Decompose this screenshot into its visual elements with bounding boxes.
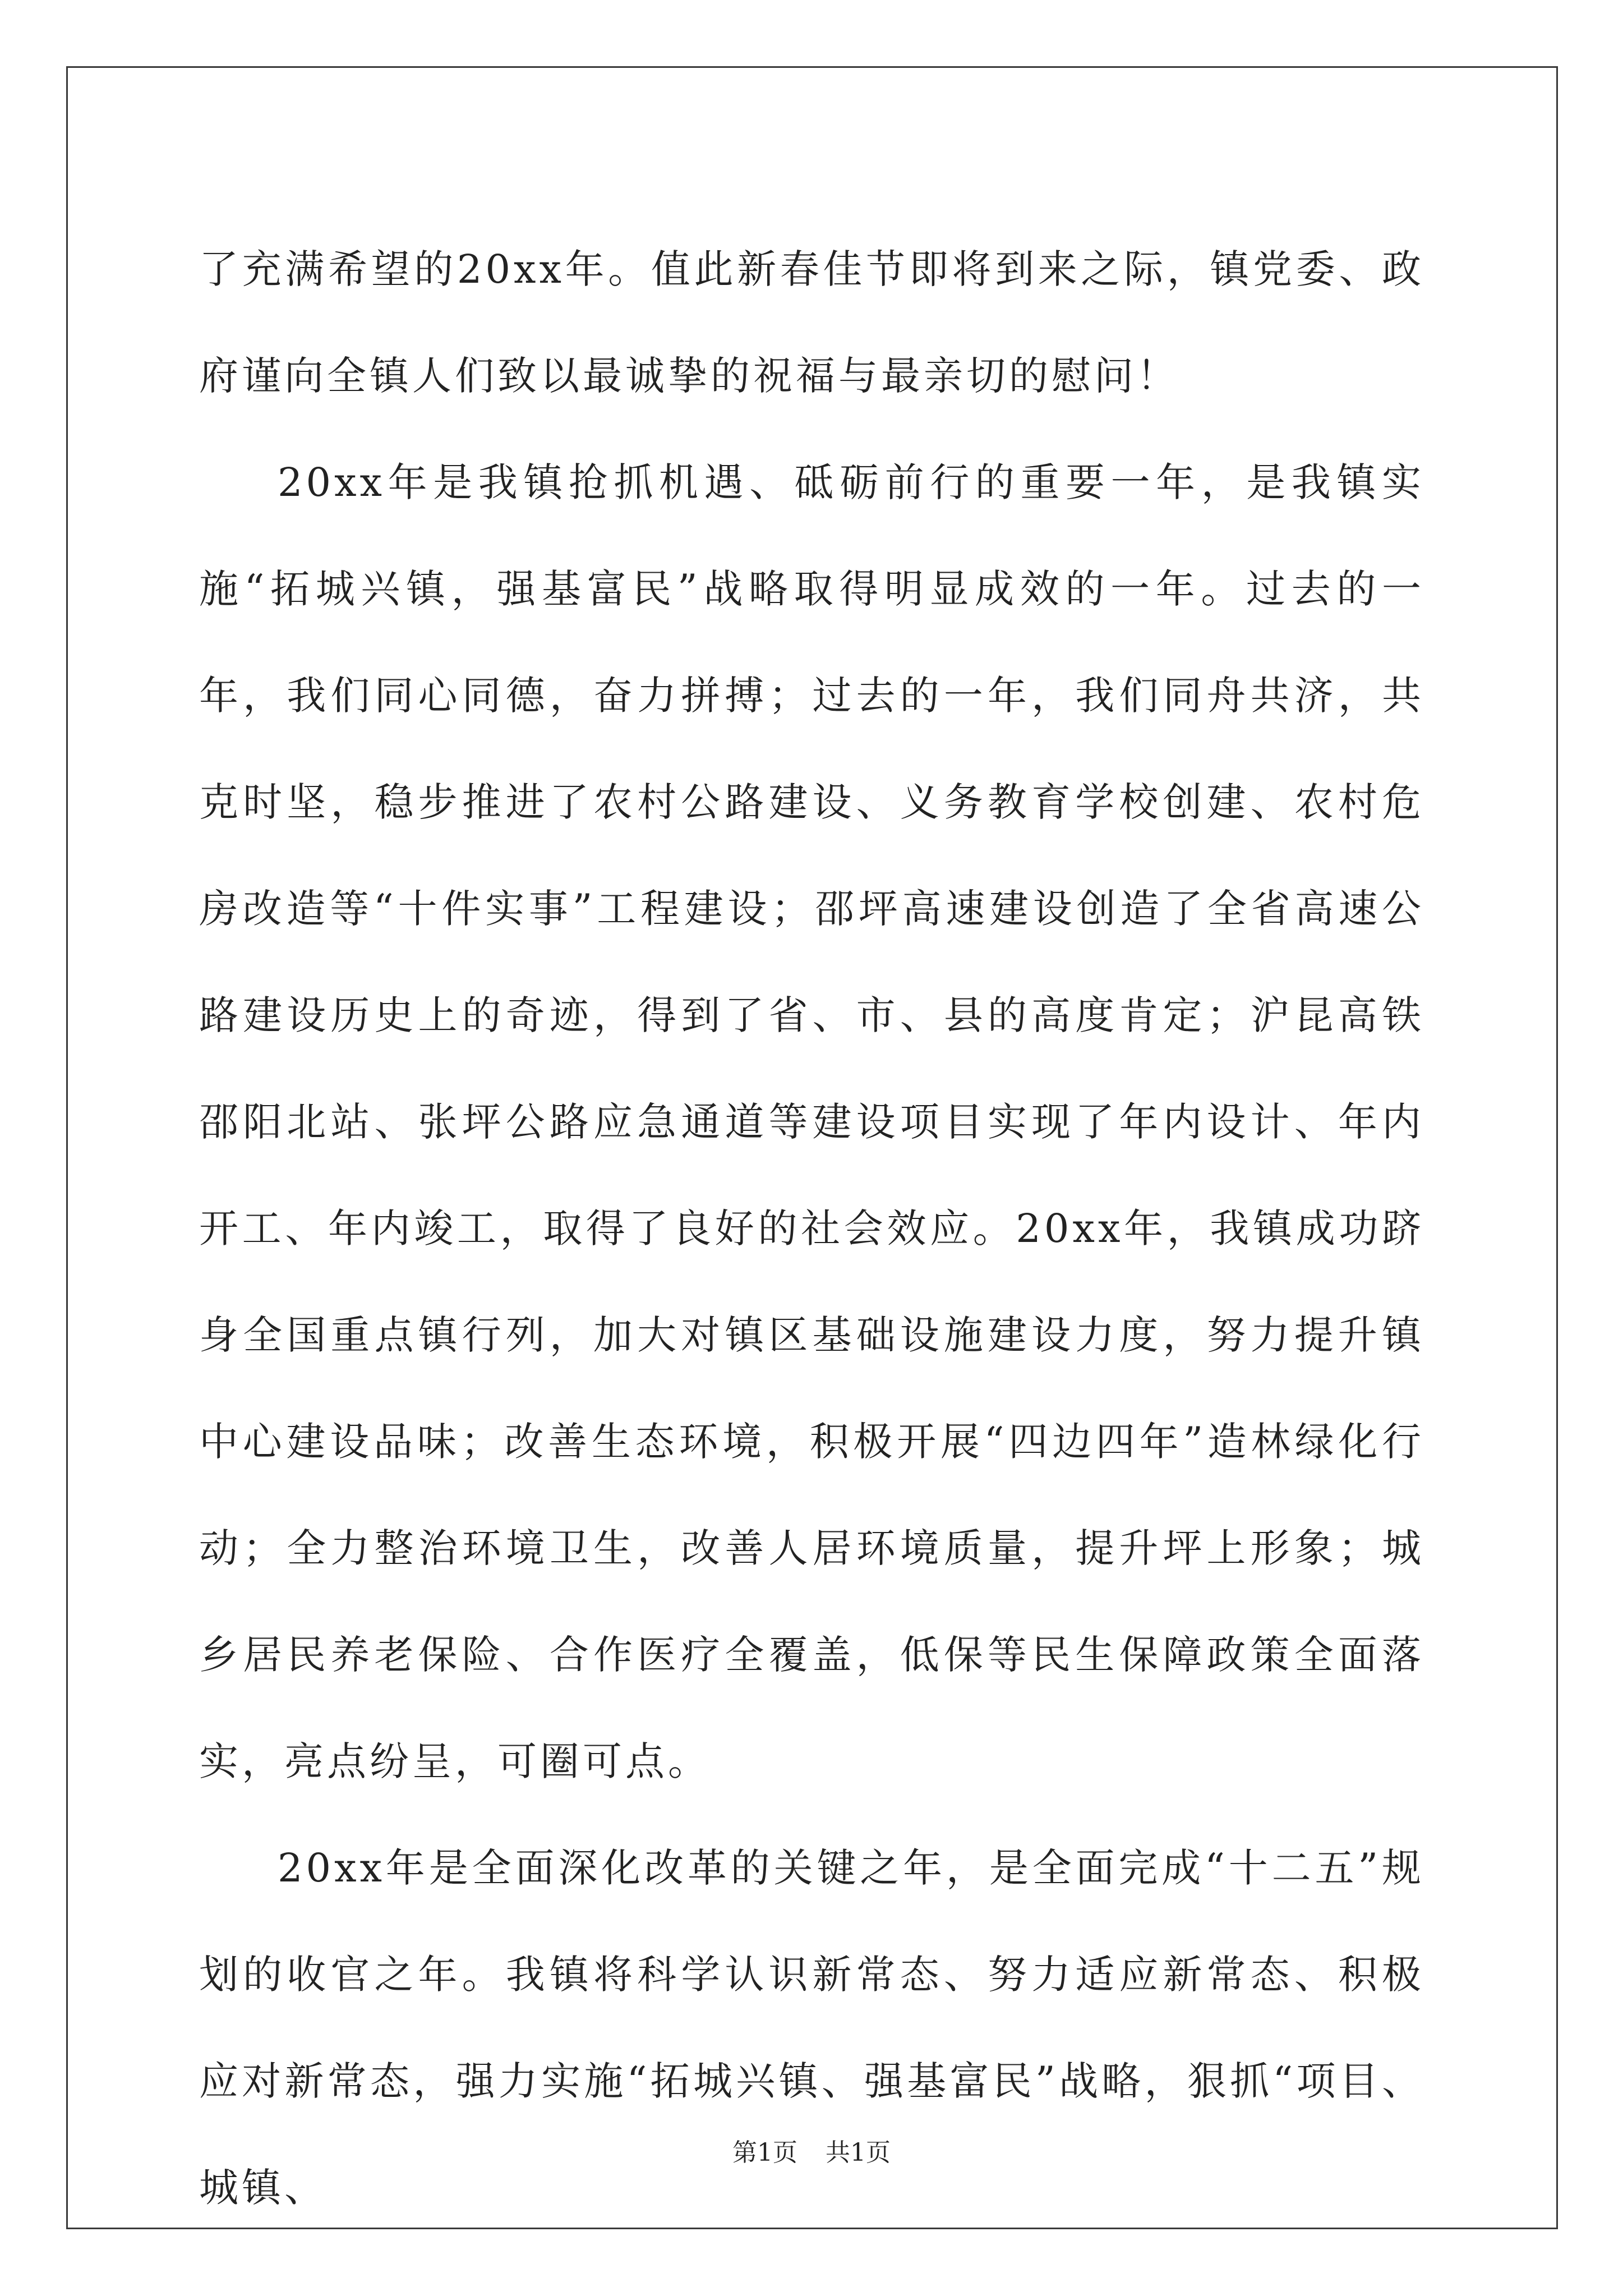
page-footer [0, 2136, 1623, 2170]
page-total: 共1页 [826, 2138, 891, 2167]
document-body [199, 216, 1424, 2241]
paragraph-2: 20xx年是我镇抢抓机遇、砥砺前行的重要一年，是我镇实施“拓城兴镇，强基富民”战略取得明显成效的一年。过去的一年，我们同心同德，奋力拼搏；过去的一年，我们同舟共济，共克时坚，稳步推进了农村公路建设、义务教育学校创建、农村危房改造等“十件实事”工程建设；邵坪高速建设创造了全省高速公路建设历史上的奇迹，得到了省、市、县的高度肯定；沪昆高铁邵阳北站、张坪公路应急通道等建设项目实现了年内设计、年内开工、年内竣工，取得了良好的社会效应。20xx年，我镇成功跻身全国重点镇行列，加大对镇区基础设施建设力度，努力提升镇中心建设品味；改善生态环境，积极开展“四边四年”造林绿化行动；全力整治环境卫生，改善人居环境质量，提升坪上形象；城乡居民养老保险、合作医疗全覆盖，低保等民生保障政策全面落实，亮点纷呈，可圈可点。 [199, 459, 1424, 1784]
paragraph-3: 20xx年是全面深化改革的关键之年，是全面完成“十二五”规划的收官之年。我镇将科学认识新常态、努力适应新常态、积极应对新常态，强力实施“拓城兴镇、强基富民”战略，狠抓“项目、城镇、 [199, 1845, 1424, 2211]
paragraph-1: 了充满希望的20xx年。值此新春佳节即将到来之际，镇党委、政府谨向全镇人们致以最诚挚的祝福与最亲切的慰问！ [199, 246, 1424, 399]
page-number: 第1页 [732, 2138, 797, 2167]
